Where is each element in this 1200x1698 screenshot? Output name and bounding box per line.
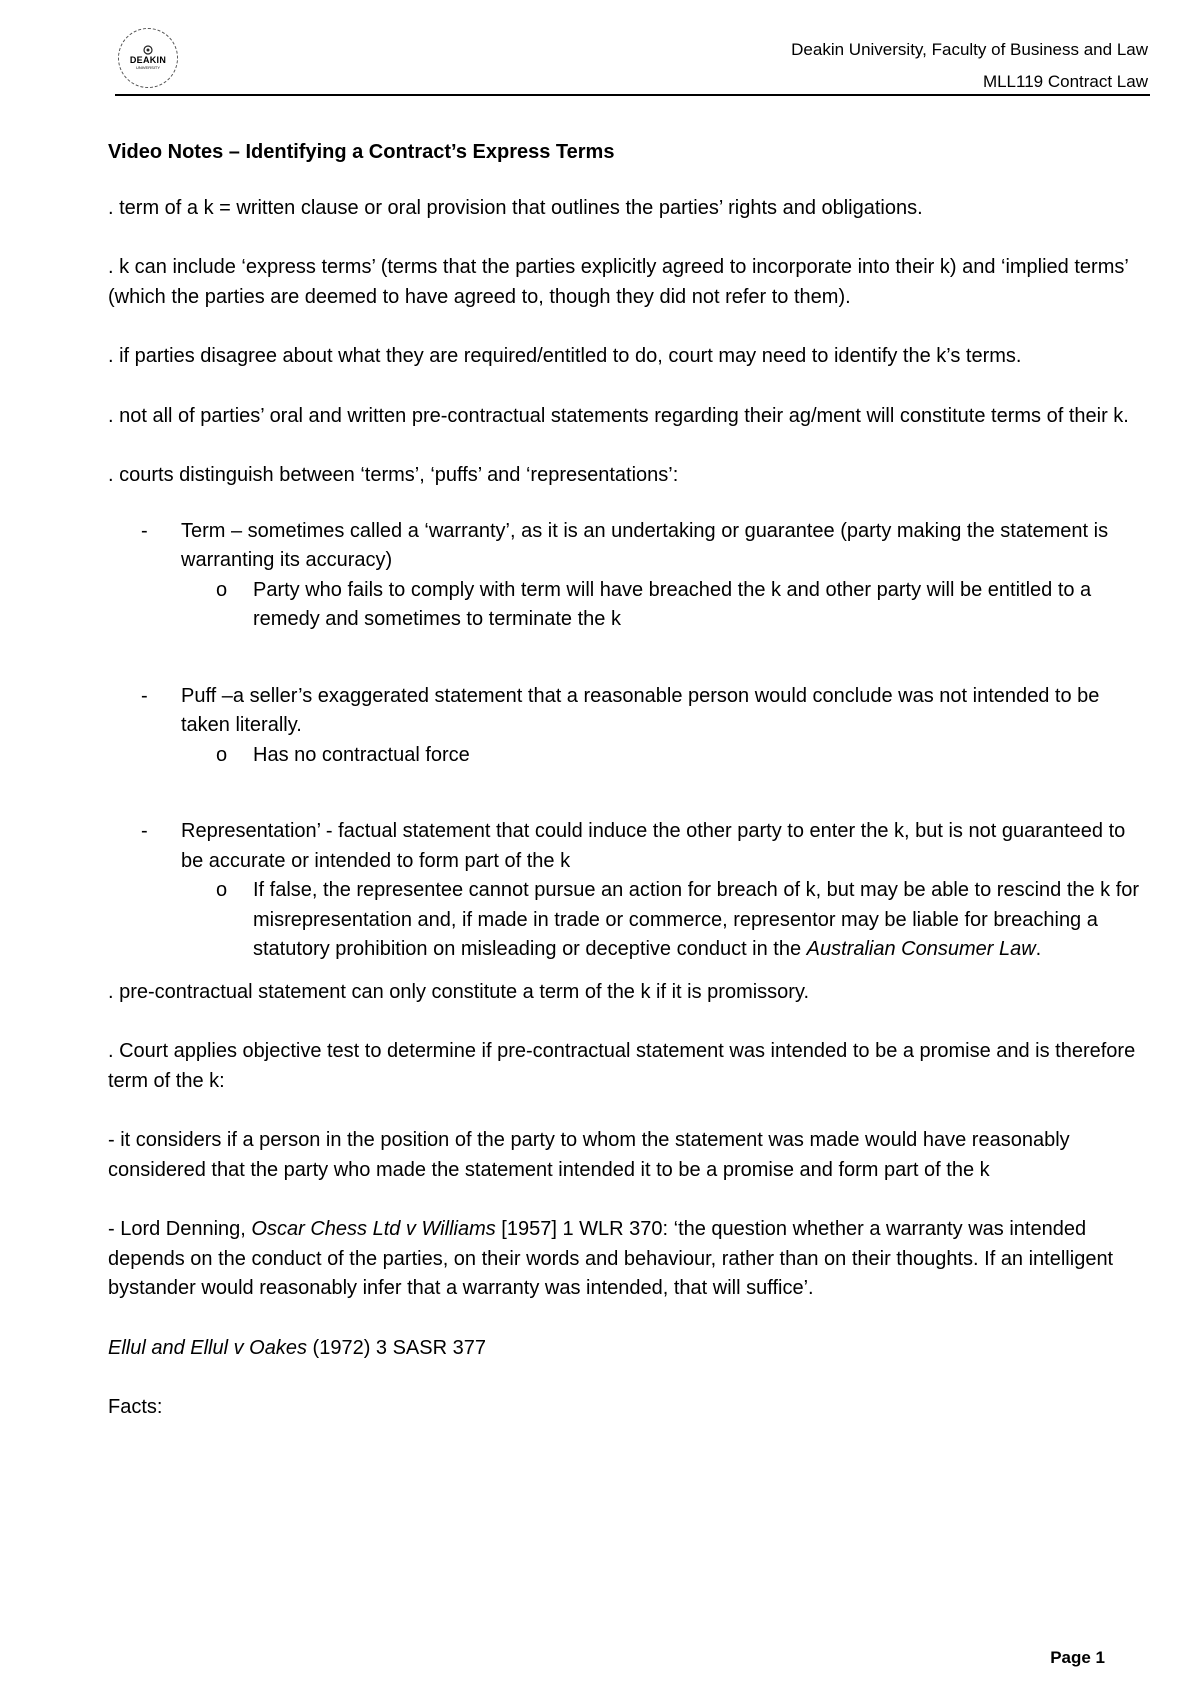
logo-subtext: UNIVERSITY — [135, 65, 160, 70]
document-body — [108, 138, 1148, 1453]
paragraph-precontractual: . not all of parties’ oral and written pre-contractual statements regarding their ag/ment will constitute terms of their k. — [108, 404, 1129, 427]
dash-marker: - — [141, 820, 148, 842]
paragraph-term-definition: . term of a k = written clause or oral provision that outlines the parties’ rights and obligations. — [108, 196, 923, 219]
sub-item-representation — [108, 876, 1148, 965]
dash-marker: - — [141, 519, 148, 542]
list-item-text: Representation’ - factual statement that could induce the other party to enter the k, but is not guaranteed to be accurate or intended to form part of the k — [181, 820, 1126, 872]
paragraph-reasonable-person: - it considers if a person in the position of the party to whom the statement was made would have reasonably considered that the party who made the statement intended it to be a promise and form part of the k — [108, 1129, 1070, 1181]
paragraph-objective-test: . Court applies objective test to determine if pre-contractual statement was intended to be a promise and is therefore term of the k: — [108, 1040, 1136, 1092]
case-name: Ellul and Ellul v Oakes — [108, 1336, 307, 1359]
paragraph-distinguish: . courts distinguish between ‘terms’, ‘puffs’ and ‘representations’: — [108, 464, 679, 486]
circle-marker: o — [216, 879, 228, 901]
sub-item-puff — [108, 741, 1148, 771]
sub-item-text: Has no contractual force — [253, 743, 470, 766]
document-title: Video Notes – Identifying a Contract’s Express Terms — [108, 141, 615, 163]
denning-quote: [1957] 1 WLR 370: ‘the question whether a warranty was intended depends on the conduct of the parties, on their words and behaviour, rather than on their thoughts. If an intelligent bystander would reasonably infer that a warranty was intended, that will suffice’. — [108, 1218, 1114, 1299]
case-citation: (1972) 3 SASR 377 — [306, 1336, 486, 1359]
list-item-puff — [108, 682, 1148, 741]
header-divider — [115, 94, 1150, 96]
document-header — [791, 34, 1148, 98]
circle-marker: o — [216, 743, 228, 766]
paragraph-disagreement: . if parties disagree about what they are required/entitled to do, court may need to identify the k’s terms. — [108, 345, 1022, 367]
page-number: Page 1 — [1050, 1648, 1105, 1667]
list-item-text: Puff –a seller’s exaggerated statement that a reasonable person would conclude was not intended to be taken literally. — [181, 684, 1100, 736]
paragraph-express-implied: . k can include ‘express terms’ (terms that the parties explicitly agreed to incorporate into their k) and ‘implied terms’ (which the parties are deemed to have agreed to, though they did not refer to them). — [108, 256, 1129, 308]
paragraph-lord-denning — [108, 1215, 1148, 1304]
header-unit: MLL119 Contract Law — [982, 72, 1148, 91]
case-name: Oscar Chess Ltd v Williams — [251, 1218, 496, 1240]
circle-marker: o — [216, 578, 228, 601]
sub-item-term — [108, 576, 1148, 635]
crest-icon — [142, 45, 154, 55]
list-item-representation — [108, 817, 1148, 876]
sub-item-end: . — [1035, 938, 1042, 960]
paragraph-case-citation — [108, 1334, 1148, 1364]
act-name: Australian Consumer Law — [806, 938, 1036, 960]
sub-item-text: Party who fails to comply with term will have breached the k and other party will be entitled to a remedy and sometimes to terminate the k — [253, 578, 1092, 630]
header-institution: Deakin University, Faculty of Business and Law — [791, 40, 1148, 59]
list-item-text: Term – sometimes called a ‘warranty’, as it is an undertaking or guarantee (party making the statement is warranting its accuracy) — [181, 519, 1109, 571]
denning-intro: - Lord Denning, — [108, 1218, 252, 1240]
dash-marker: - — [141, 684, 148, 707]
deakin-logo — [118, 28, 178, 88]
sub-item-text: If false, the representee cannot pursue an action for breach of k, but may be able to rescind the k for misrepresentation and, if made in trade or commerce, representor may be liable for breaching a statutory prohibition on misleading or deceptive conduct in the — [253, 879, 1140, 960]
paragraph-facts-heading: Facts: — [108, 1396, 163, 1418]
logo-text: DEAKIN — [129, 55, 167, 65]
paragraph-promissory: . pre-contractual statement can only constitute a term of the k if it is promissory. — [108, 980, 810, 1003]
list-item-term — [108, 517, 1148, 576]
